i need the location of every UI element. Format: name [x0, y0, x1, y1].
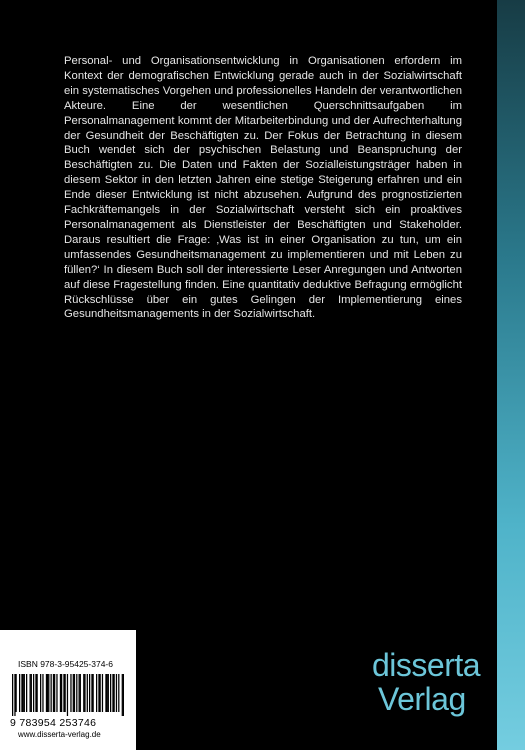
barcode-bar: [21, 674, 22, 712]
barcode-bar: [33, 674, 34, 712]
barcode-bar: [80, 674, 81, 712]
barcode-bar: [37, 674, 38, 712]
barcode-bar: [14, 674, 15, 716]
barcode-bar: [70, 674, 71, 712]
back-cover-blurb: [64, 54, 462, 322]
barcode-bar: [67, 674, 68, 716]
barcode-bar: [123, 674, 124, 716]
barcode-bar: [110, 674, 111, 712]
barcode-bar: [48, 674, 49, 712]
blurb-text: Personal- und Organisationsentwicklung in Organisationen erfordern im Kontext der demografischen Entwicklung gerade auch in der Sozialwirtschaft ein systematisches Vorgehen und professionelles Handeln der verantwortlichen Akteure. Eine der wesentlichen Querschnittsaufgaben im Personalmanagement kommt der Mitarbeiterbindung und der Aufrechterhaltung der Gesundheit der Beschäftigten zu. Der Fokus der Betrachtung in diesem Buch wendet sich der psychischen Belastung und Beanspruchung der Beschäftigten zu. Die Daten und Fakten der Sozialleistungsträger haben in diesem Sektor in den letzten Jahren eine stetige Steigerung erfahren und ein Ende dieser Entwicklung ist nicht abzusehen. Aufgrund des prognostizierten Fachkräftemangels in der Sozialwirtschaft versteht sich ein proaktives Personalmanagement als Dienstleister der Beschäftigten und Stakeholder. Daraus resultiert die Frage: ‚Was ist in einer Organisation zu tun, um ein umfassendes Gesundheitsmanagement zu implementieren und mit Leben zu füllen?‘ In diesem Buch soll der interessierte Leser Anregungen und Antworten auf diese Fragestellung finden. Eine quantitativ deduktive Befragung ermöglicht Rückschlüsse über ein gutes Gelingen der Implementierung eines Gesundheitsmanagements in der Sozialwirtschaft.: [64, 55, 462, 321]
publisher-logo: [372, 648, 482, 728]
barcode-digits: 9 783954 253746: [10, 717, 97, 729]
barcode-bar: [40, 674, 41, 712]
barcode-bar: [12, 674, 13, 716]
barcode-bar: [35, 674, 36, 712]
barcode-bar: [47, 674, 48, 712]
barcode-bar: [102, 674, 103, 712]
barcode-bar: [74, 674, 75, 712]
barcode-bar: [91, 674, 92, 712]
barcode-bar: [100, 674, 101, 712]
barcode-bar: [23, 674, 24, 712]
barcode-bar: [118, 674, 119, 712]
barcode-bar: [96, 674, 97, 712]
barcode-bar: [54, 674, 55, 712]
barcode-bar: [83, 674, 84, 712]
barcode-bar: [89, 674, 90, 712]
barcode-bar: [122, 674, 123, 716]
barcode-bar: [65, 674, 66, 712]
barcode-bar: [63, 674, 64, 712]
barcode-panel: [0, 630, 136, 750]
publisher-name-line2: Verlag: [378, 681, 466, 717]
barcode-bar: [87, 674, 88, 712]
barcode-bar: [79, 674, 80, 712]
barcode-bar: [46, 674, 47, 712]
barcode-bar: [73, 674, 74, 712]
barcode-bar: [51, 674, 52, 712]
barcode-bar: [84, 674, 85, 712]
barcode-bar: [61, 674, 62, 712]
barcode-image: [12, 674, 124, 716]
barcode-bar: [16, 674, 17, 712]
barcode-bar: [60, 674, 61, 712]
publisher-name-line1: disserta: [372, 647, 481, 683]
barcode-bar: [30, 674, 31, 712]
barcode-bar: [93, 674, 94, 712]
barcode-bar: [42, 674, 43, 712]
publisher-url: www.disserta-verlag.de: [18, 730, 101, 739]
barcode-bar: [105, 674, 106, 712]
barcode-bar: [98, 674, 99, 712]
barcode-bar: [107, 674, 108, 712]
barcode-bar: [76, 674, 77, 712]
barcode-bar: [53, 674, 54, 712]
side-accent-stripe: [497, 0, 525, 750]
barcode-bar: [116, 674, 117, 712]
isbn-label: ISBN 978-3-95425-374-6: [18, 659, 113, 669]
barcode-bar: [114, 674, 115, 712]
barcode-bar: [26, 674, 27, 712]
barcode-bar: [19, 674, 20, 712]
barcode-bar: [31, 674, 32, 712]
barcode-bar: [108, 674, 109, 712]
barcode-bar: [112, 674, 113, 712]
barcode-bar: [56, 674, 57, 712]
barcode-bar: [24, 674, 25, 712]
